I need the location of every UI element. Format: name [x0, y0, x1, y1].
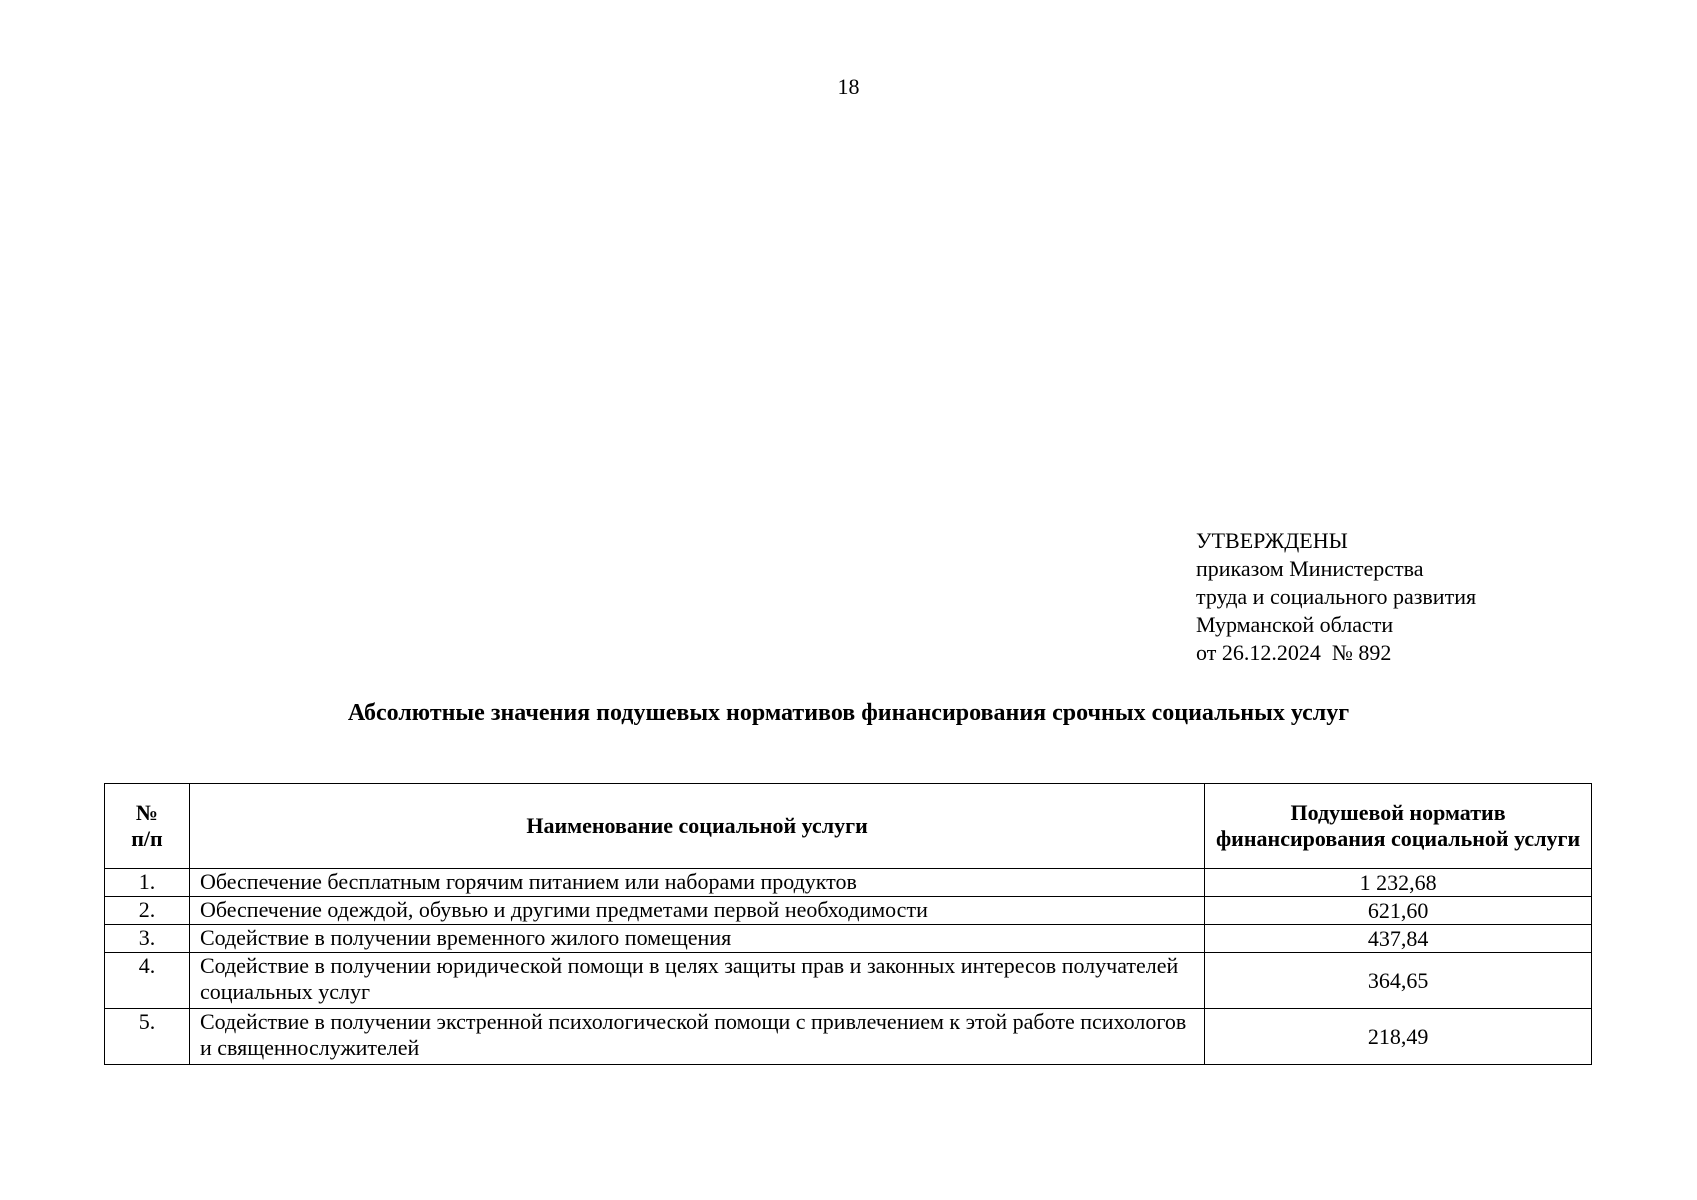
row-number: 4. [105, 953, 190, 1009]
norms-table [104, 783, 1592, 1065]
table-row [105, 1009, 1592, 1065]
row-norm-value: 218,49 [1205, 1009, 1592, 1065]
page-number: 18 [837, 74, 860, 99]
row-service-name: Содействие в получении временного жилого помещения [189, 925, 1204, 953]
row-number: 5. [105, 1009, 190, 1065]
approval-line: Мурманской области [1196, 612, 1394, 637]
row-service-name: Содействие в получении экстренной психологической помощи с привлечением к этой работе психологов и священнослужителей [189, 1009, 1204, 1065]
table-row [105, 869, 1592, 897]
approval-line: труда и социального развития [1196, 584, 1477, 609]
header-norm-value: Подушевой норматив финансирования социальной услуги [1205, 784, 1592, 869]
row-service-name: Содействие в получении юридической помощи в целях защиты прав и законных интересов получателей социальных услуг [189, 953, 1204, 1009]
approval-line: приказом Министерства [1196, 556, 1424, 581]
header-service-name: Наименование социальной услуги [189, 784, 1204, 869]
approval-line: УТВЕРЖДЕНЫ [1196, 528, 1348, 553]
row-number: 1. [105, 869, 190, 897]
row-norm-value: 621,60 [1205, 897, 1592, 925]
table-row [105, 925, 1592, 953]
norms-table-wrapper [104, 783, 1592, 1065]
table-row [105, 953, 1592, 1009]
approval-block [1196, 527, 1476, 667]
row-norm-value: 437,84 [1205, 925, 1592, 953]
row-norm-value: 364,65 [1205, 953, 1592, 1009]
table-row [105, 897, 1592, 925]
approval-line: от 26.12.2024 № 892 [1196, 640, 1392, 665]
document-title: Абсолютные значения подушевых нормативов финансирования срочных социальных услуг [347, 700, 1350, 726]
row-service-name: Обеспечение бесплатным горячим питанием или наборами продуктов [189, 869, 1204, 897]
table-header-row [105, 784, 1592, 869]
row-number: 2. [105, 897, 190, 925]
row-norm-value: 1 232,68 [1205, 869, 1592, 897]
row-service-name: Обеспечение одеждой, обувью и другими предметами первой необходимости [189, 897, 1204, 925]
row-number: 3. [105, 925, 190, 953]
header-number: № п/п [105, 784, 190, 869]
